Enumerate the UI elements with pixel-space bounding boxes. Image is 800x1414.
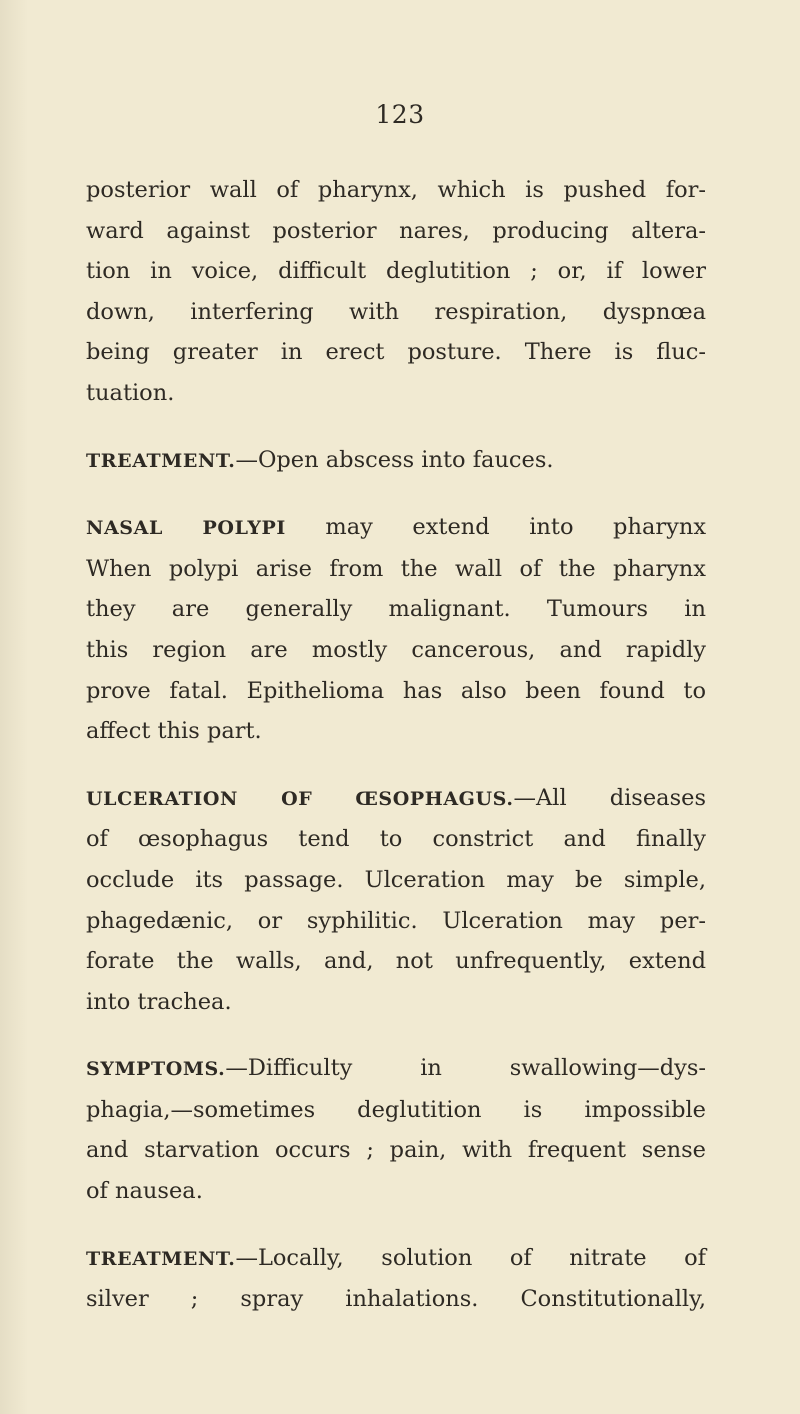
text-line: this region are mostly cancerous, and rapidly bbox=[86, 636, 706, 663]
paragraph-symptoms bbox=[86, 1048, 706, 1211]
section-heading: ULCERATION OF ŒSOPHAGUS. bbox=[86, 787, 514, 810]
paragraph-treatment-abscess bbox=[86, 440, 706, 482]
text-line: affect this part. bbox=[86, 718, 262, 745]
text-line: prove fatal. Epithelioma has also been found to bbox=[86, 677, 706, 704]
paragraph-treatment-ulceration bbox=[86, 1238, 706, 1320]
text-run: may extend into pharynx bbox=[285, 514, 707, 541]
text-line: occlude its passage. Ulceration may be simple, bbox=[86, 866, 706, 893]
text-line: phagedænic, or syphilitic. Ulceration may per- bbox=[86, 907, 706, 934]
paragraph-retropharyngeal-abscess bbox=[86, 170, 706, 414]
text-line: they are generally malignant. Tumours in bbox=[86, 596, 706, 623]
text-run: —Open abscess into fauces. bbox=[235, 446, 554, 473]
text-line: posterior wall of pharynx, which is pushed for- bbox=[86, 177, 706, 203]
section-heading: NASAL POLYPI bbox=[86, 517, 286, 540]
text-line: tion in voice, difficult deglutition ; or, if lower bbox=[86, 258, 706, 285]
text-line: of œsophagus tend to constrict and finally bbox=[86, 826, 706, 853]
text-line: into trachea. bbox=[86, 988, 232, 1015]
section-heading: TREATMENT. bbox=[86, 1247, 236, 1270]
text-line: of nausea. bbox=[86, 1178, 203, 1205]
text-line: down, interfering with respiration, dyspnœa bbox=[86, 298, 706, 325]
text-line: being greater in erect posture. There is fluc- bbox=[86, 339, 706, 366]
text-line: When polypi arise from the wall of the pharynx bbox=[86, 555, 706, 582]
text-run: —Difficulty in swallowing—dys- bbox=[225, 1055, 706, 1082]
paragraph-ulceration-oesophagus bbox=[86, 778, 706, 1023]
text-line bbox=[86, 440, 706, 482]
text-line: and starvation occurs ; pain, with frequent sense bbox=[86, 1137, 706, 1164]
text-line: forate the walls, and, not unfrequently, extend bbox=[86, 948, 706, 975]
page-number: 123 bbox=[375, 100, 425, 129]
section-heading: TREATMENT. bbox=[86, 449, 236, 472]
text-line bbox=[86, 1048, 706, 1090]
text-line: phagia,—sometimes deglutition is impossible bbox=[86, 1096, 706, 1123]
paragraph-nasal-polypi bbox=[86, 507, 706, 752]
text-line bbox=[86, 507, 706, 549]
text-line: tuation. bbox=[86, 379, 175, 406]
section-heading: SYMPTOMS. bbox=[86, 1058, 226, 1081]
text-line bbox=[86, 778, 706, 820]
page-body bbox=[86, 170, 706, 1320]
text-run: —All diseases bbox=[513, 784, 706, 811]
text-line bbox=[86, 1238, 706, 1280]
text-line: silver ; spray inhalations. Constitutionally, bbox=[86, 1286, 706, 1313]
text-line: ward against posterior nares, producing altera- bbox=[86, 217, 706, 244]
text-run: —Locally, solution of nitrate of bbox=[235, 1244, 706, 1271]
